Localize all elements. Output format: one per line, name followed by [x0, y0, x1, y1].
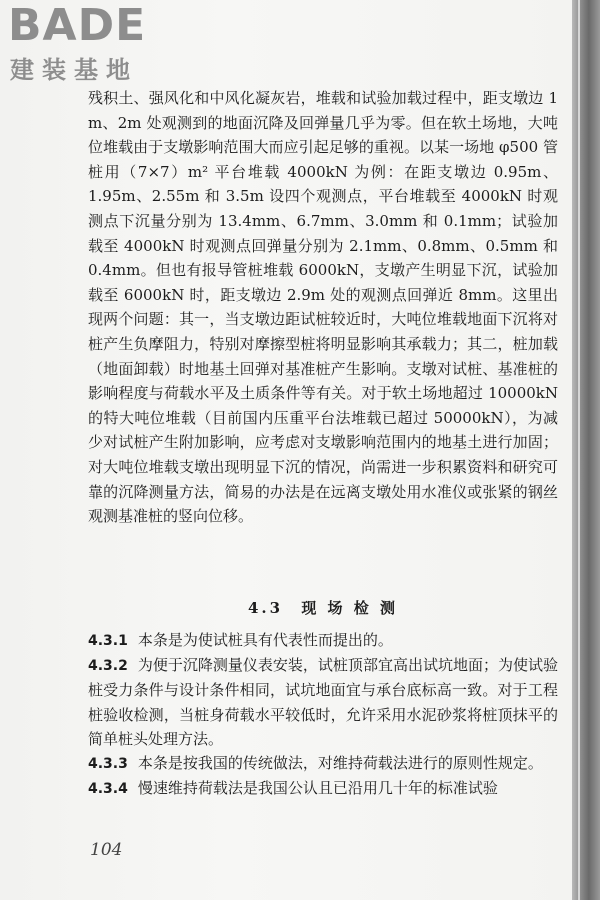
clause-item — [88, 653, 558, 751]
body-text — [88, 86, 558, 529]
section-title: 现 场 检 测 — [301, 599, 398, 617]
logo-wordmark: BADE — [8, 0, 147, 51]
logo-subtitle: 建装基地 — [10, 56, 138, 84]
watermark-logo — [8, 0, 178, 88]
clause-item — [88, 628, 558, 653]
section-heading — [88, 596, 558, 620]
clause-text: 本条是按我国的传统做法，对维持荷载法进行的原则性规定。 — [137, 754, 543, 773]
clause-item — [88, 776, 558, 801]
clause-number: 4.3.4 — [88, 781, 128, 798]
page-number: 104 — [90, 840, 123, 860]
body-paragraph: 残积土、强风化和中风化凝灰岩，堆载和试验加载过程中，距支墩边 1 m、2m 处观测到的地面沉降及回弹量几乎为零。但在软土场地，大吨位堆载由于支墩影响范围大而应引起足够的重视。以某一场地 φ500 管桩用（7×7）m² 平台堆载 4000kN 为例：在距支墩边 0.95m、1.95m、2.55m 和 3.5m 设四个观测点，平台堆载至 4000kN 时观测点下沉量分别为 13.4mm、6.7mm、3.0mm 和 0.1mm；试验加载至 4000kN 时观测点回弹量分别为 2.1mm、0.8mm、0.5mm 和 0.4mm。但也有报导管桩堆载 6000kN，支墩产生明显下沉，试验加载至 6000kN 时，距支墩边 2.9m 处的观测点回弹近 8mm。这里出现两个问题：其一，当支墩边距试桩较近时，大吨位堆载地面下沉将对桩产生负摩阻力，特别对摩擦型桩将明显影响其承载力；其二，桩加载（地面卸载）时地基土回弹对基准桩产生影响。支墩对试桩、基准桩的影响程度与荷载水平及土质条件等有关。对于软土场地超过 10000kN 的特大吨位堆载（目前国内压重平台法堆载已超过 50000kN），为减少对试桩产生附加影响，应考虑对支墩影响范围内的地基土进行加固；对大吨位堆载支墩出现明显下沉的情况，尚需进一步积累资料和研究可靠的沉降测量方法，简易的办法是在远离支墩处用水准仪或张紧的钢丝观测基准桩的竖向位移。 — [88, 89, 558, 526]
page-edge-shadow — [572, 0, 600, 900]
clause-list — [88, 628, 558, 801]
section-number: 4.3 — [247, 599, 284, 617]
clause-number: 4.3.3 — [88, 756, 128, 773]
clause-number: 4.3.2 — [88, 658, 128, 675]
clause-text: 慢速维持荷载法是我国公认且已沿用几十年的标准试验 — [137, 779, 498, 798]
clause-text: 本条是为使试桩具有代表性而提出的。 — [137, 631, 393, 649]
clause-item — [88, 751, 558, 776]
clause-number: 4.3.1 — [88, 633, 128, 649]
clause-text: 为便于沉降测量仪表安装，试桩顶部宜高出试坑地面；为使试验桩受力条件与设计条件相同，试坑地面宜与承台底标高一致。对于工程桩验收检测，当桩身荷载水平较低时，允许采用水泥砂浆将桩顶抹平的简单桩头处理方法。 — [88, 656, 558, 748]
